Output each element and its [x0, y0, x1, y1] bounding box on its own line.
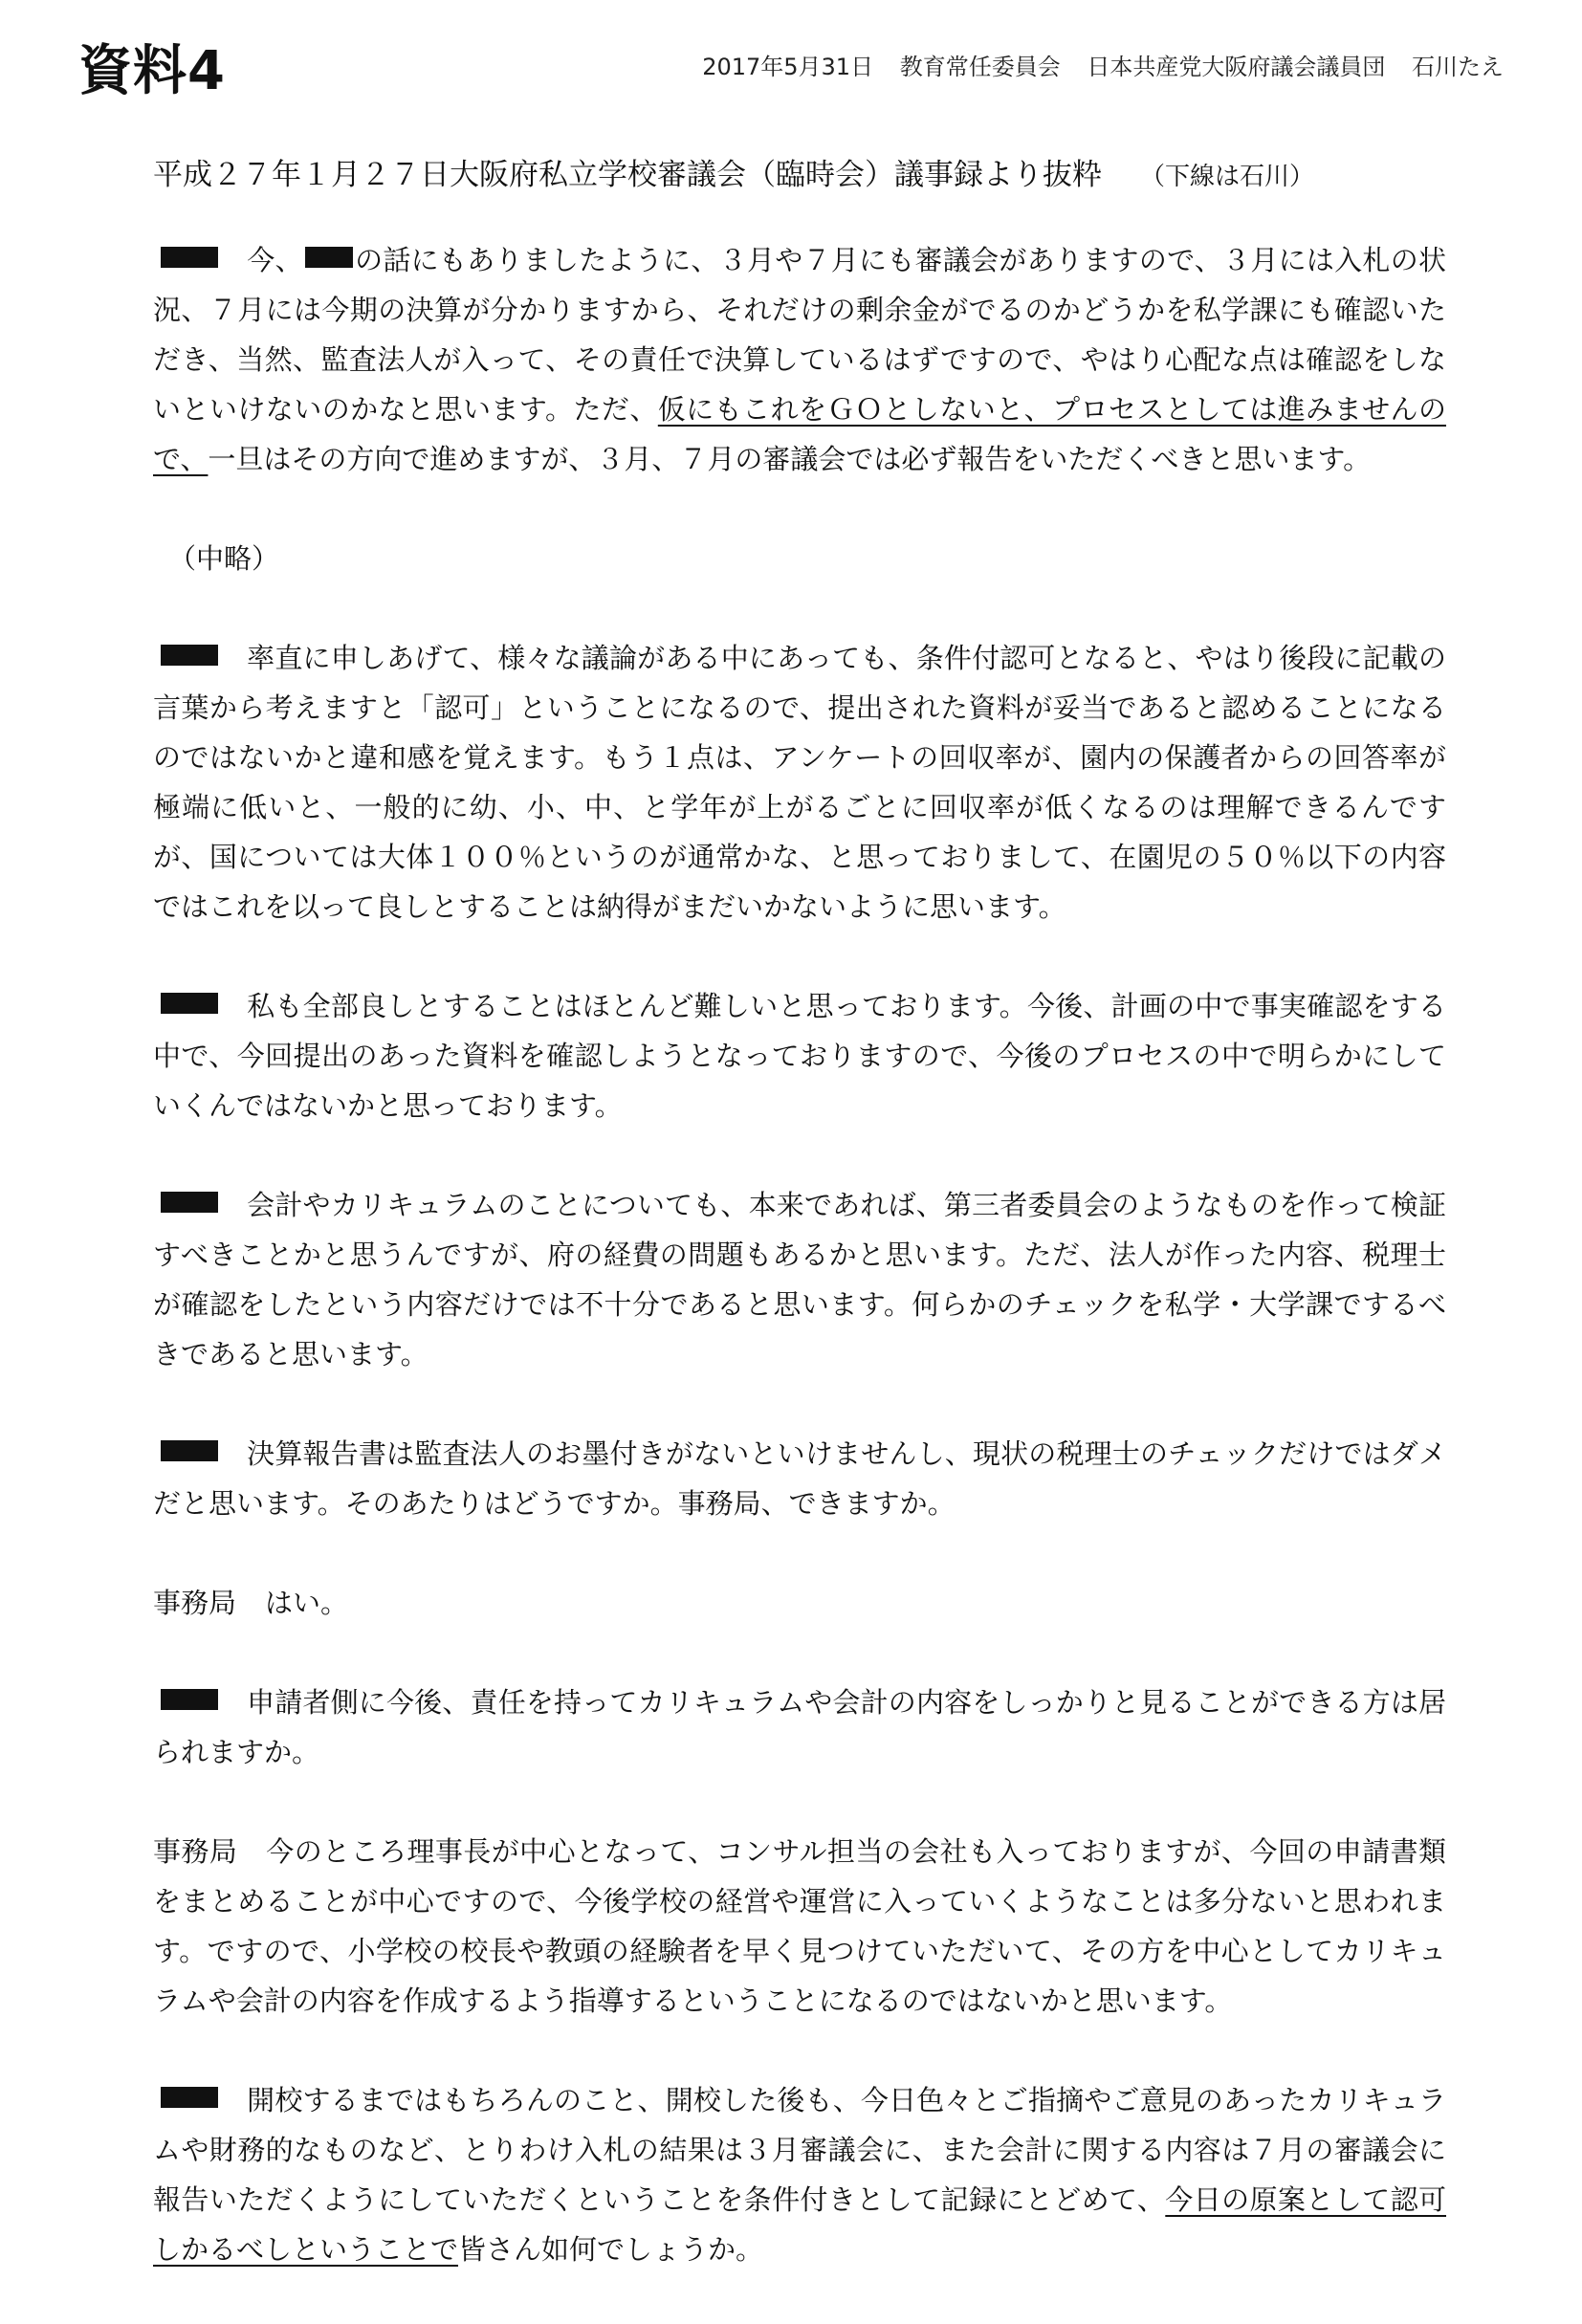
- redacted-speaker-mark: [161, 645, 218, 666]
- title-note: （下線は石川）: [1140, 163, 1315, 191]
- paragraph-1: 今、 の話にもありましたように、３月や７月にも審議会がありますので、３月には入札の状況、７月には今期の決算が分かりますから、それだけの剰余金がでるのかどうかを私学課にも確認いただき、当然、監査法人が入って、その責任で決算しているはずですので、やはり心配な点は確認をしないといけないのかなと思います。ただ、仮にもこれをＧＯとしないと、プロセスとしては進みませんので、一旦はその方向で進めますが、３月、７月の審議会では必ず報告をいただくべきと思います。: [153, 244, 1446, 475]
- redacted-speaker-mark: [161, 247, 218, 268]
- redacted-speaker-mark: [161, 1689, 218, 1710]
- underlined-text: 仮にもこれをＧＯとしないと、プロセスとしては進みませんので、: [153, 393, 1446, 475]
- paragraph-8: 事務局 今のところ理事長が中心となって、コンサル担当の会社も入っておりますが、今回の申請書類をまとめることが中心ですので、今後学校の経営や運営に入っていくようなことは多分ないと思われます。ですので、小学校の校長や教頭の経験者を早く見つけていただいて、その方を中心としてカリキュラムや会計の内容を作成するよう指導するということになるのではないかと思います。: [153, 1835, 1446, 2017]
- header-committee: 教育常任委員会: [899, 54, 1061, 80]
- redacted-name-mark: [305, 247, 353, 268]
- speaker-secretariat: 事務局: [153, 1835, 238, 1868]
- omission-note: （中略）: [168, 542, 280, 575]
- header-author: 石川たえ: [1412, 54, 1504, 80]
- speaker-secretariat: 事務局: [153, 1587, 237, 1619]
- paragraph-3: 私も全部良しとすることはほとんど難しいと思っております。今後、計画の中で事実確認をする中で、今回提出のあった資料を確認しようとなっておりますので、今後のプロセスの中で明らかにしていくんではないかと思っております。: [153, 990, 1446, 1122]
- document-header-info: [702, 48, 1504, 86]
- redacted-speaker-mark: [161, 1192, 218, 1213]
- header-date: 2017年5月31日: [702, 54, 874, 80]
- document-label: 資料4: [78, 40, 226, 102]
- underlined-text: 今日の原案として認可しかるべしということで: [153, 2183, 1446, 2266]
- paragraph-9: 開校するまではもちろんのこと、開校した後も、今日色々とご指摘やご意見のあったカリキュラムや財務的なものなど、とりわけ入札の結果は３月審議会に、また会計に関する内容は７月の審議会に報告いただくようにしていただくということを条件付きとして記録にとどめて、今日の原案として認可しかるべしということで皆さん如何でしょうか。: [153, 2084, 1446, 2266]
- document-body: [153, 235, 1446, 2324]
- header-group: 日本共産党大阪府議会議員団: [1087, 54, 1386, 80]
- paragraph-2: 率直に申しあげて、様々な議論がある中にあっても、条件付認可となると、やはり後段に記載の言葉から考えますと「認可」ということになるので、提出された資料が妥当であると認めることになるのではないかと違和感を覚えます。もう１点は、アンケートの回収率が、園内の保護者からの回答率が極端に低いと、一般的に幼、小、中、と学年が上がるごとに回収率が低くなるのは理解できるんですが、国については大体１００％というのが通常かな、と思っておりまして、在園児の５０％以下の内容ではこれを以って良しとすることは納得がまだいかないように思います。: [153, 642, 1446, 923]
- redacted-speaker-mark: [161, 993, 218, 1014]
- paragraph-7: 申請者側に今後、責任を持ってカリキュラムや会計の内容をしっかりと見ることができる方は居られますか。: [153, 1686, 1446, 1768]
- redacted-speaker-mark: [161, 2087, 218, 2108]
- paragraph-4: 会計やカリキュラムのことについても、本来であれば、第三者委員会のようなものを作って検証すべきことかと思うんですが、府の経費の問題もあるかと思います。ただ、法人が作った内容、税理士が確認をしたという内容だけでは不十分であると思います。何らかのチェックを私学・大学課でするべきであると思います。: [153, 1189, 1446, 1370]
- paragraph-5: 決算報告書は監査法人のお墨付きがないといけませんし、現状の税理士のチェックだけではダメだと思います。そのあたりはどうですか。事務局、できますか。: [153, 1437, 1446, 1520]
- document-title: [153, 153, 1314, 199]
- title-main: 平成２７年１月２７日大阪府私立学校審議会（臨時会）議事録より抜粋: [153, 158, 1102, 192]
- redacted-speaker-mark: [161, 1440, 218, 1461]
- paragraph-6: 事務局 はい。: [153, 1587, 349, 1619]
